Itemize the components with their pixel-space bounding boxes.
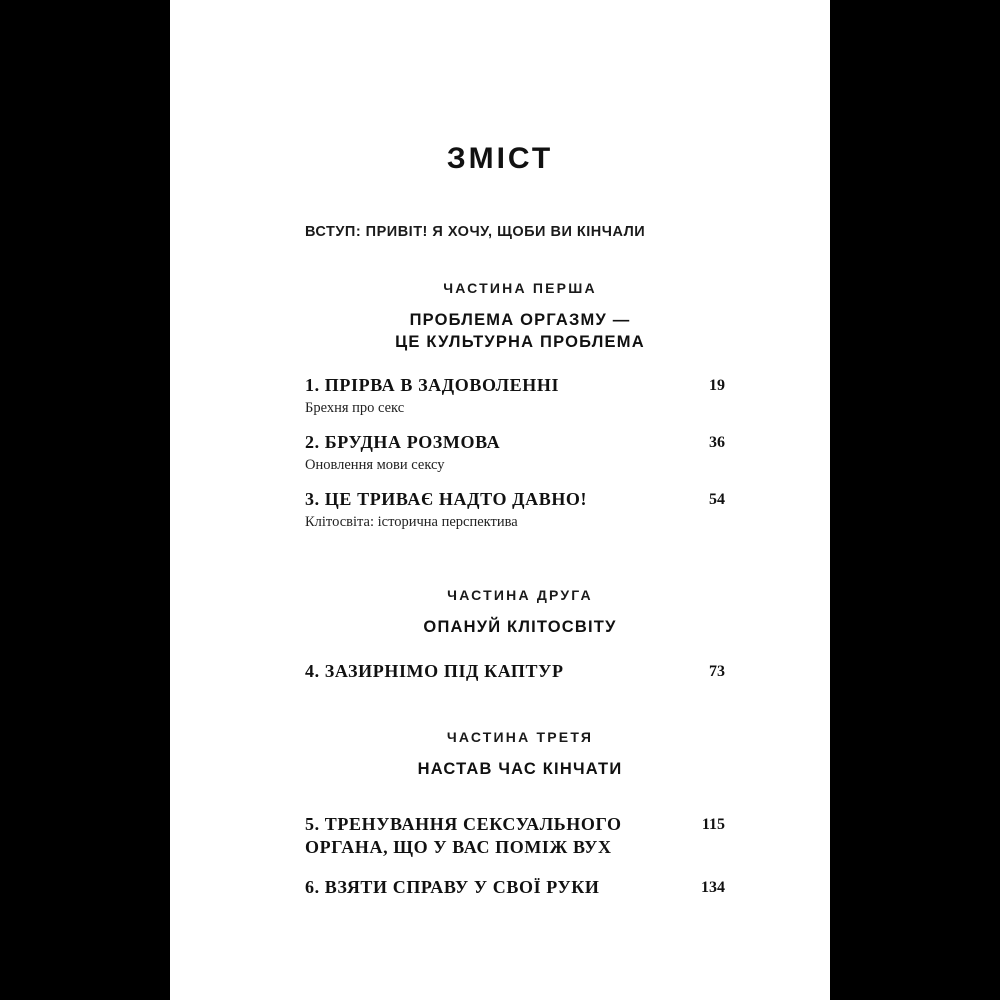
part-section-2 (170, 587, 830, 684)
part-title-1-line1: ПРОБЛЕМА ОРГАЗМУ — (409, 311, 631, 329)
part-title-3-line1: НАСТАВ ЧАС КІНЧАТИ (417, 760, 623, 779)
chapter-page-number: 134 (701, 879, 725, 897)
part-label-1: ЧАСТИНА ПЕРША (443, 280, 597, 296)
part-title-2 (210, 617, 830, 639)
chapter-list-2 (305, 660, 725, 683)
chapter-entry[interactable] (305, 431, 725, 474)
intro-entry: ВСТУП: ПРИВІТ! Я ХОЧУ, ЩОБИ ВИ КІНЧАЛИ (305, 224, 646, 240)
part-title-1-line2: ЦЕ КУЛЬТУРНА ПРОБЛЕМА (395, 332, 645, 351)
part-section-1 (170, 280, 830, 531)
part-label-2: ЧАСТИНА ДРУГА (447, 586, 593, 603)
chapter-title: 4. ЗАЗИРНІМО ПІД КАПТУР (305, 661, 564, 682)
chapter-entry[interactable] (305, 374, 725, 417)
chapter-entry[interactable] (305, 488, 725, 531)
part-title-3 (210, 759, 830, 781)
part-title-2-line1: ОПАНУЙ КЛІТОСВІТУ (423, 617, 617, 636)
chapter-title: 6. ВЗЯТИ СПРАВУ У СВОЇ РУКИ (305, 877, 600, 898)
chapter-subtitle: Оновлення мови сексу (305, 456, 445, 473)
table-of-contents (170, 0, 830, 1000)
chapter-entry[interactable] (305, 813, 725, 859)
chapter-entry[interactable] (305, 876, 725, 899)
chapter-title: 2. БРУДНА РОЗМОВА (305, 431, 501, 452)
chapter-page-number: 54 (709, 490, 725, 508)
page-title: ЗМІСТ (446, 142, 554, 175)
book-page (170, 0, 830, 1000)
part-title-1 (210, 310, 830, 354)
chapter-page-number: 115 (701, 816, 725, 834)
chapter-list-1 (305, 374, 725, 531)
chapter-title: 5. ТРЕНУВАННЯ СЕКСУАЛЬНОГО ОРГАНА, ЩО У ВАС ПОМІЖ ВУХ (305, 814, 622, 858)
chapter-entry[interactable] (305, 660, 725, 683)
chapter-list-3 (305, 813, 725, 899)
chapter-page-number: 19 (709, 376, 725, 394)
part-section-3 (170, 729, 830, 899)
chapter-title: 1. ПРІРВА В ЗАДОВОЛЕННІ (305, 374, 560, 395)
chapter-page-number: 36 (709, 433, 725, 451)
chapter-subtitle: Брехня про секс (305, 399, 405, 416)
chapter-subtitle: Клітосвіта: історична перспектива (305, 513, 518, 530)
chapter-title: 3. ЦЕ ТРИВАЄ НАДТО ДАВНО! (305, 488, 588, 509)
part-label-3: ЧАСТИНА ТРЕТЯ (446, 729, 594, 746)
chapter-page-number: 73 (709, 663, 725, 681)
